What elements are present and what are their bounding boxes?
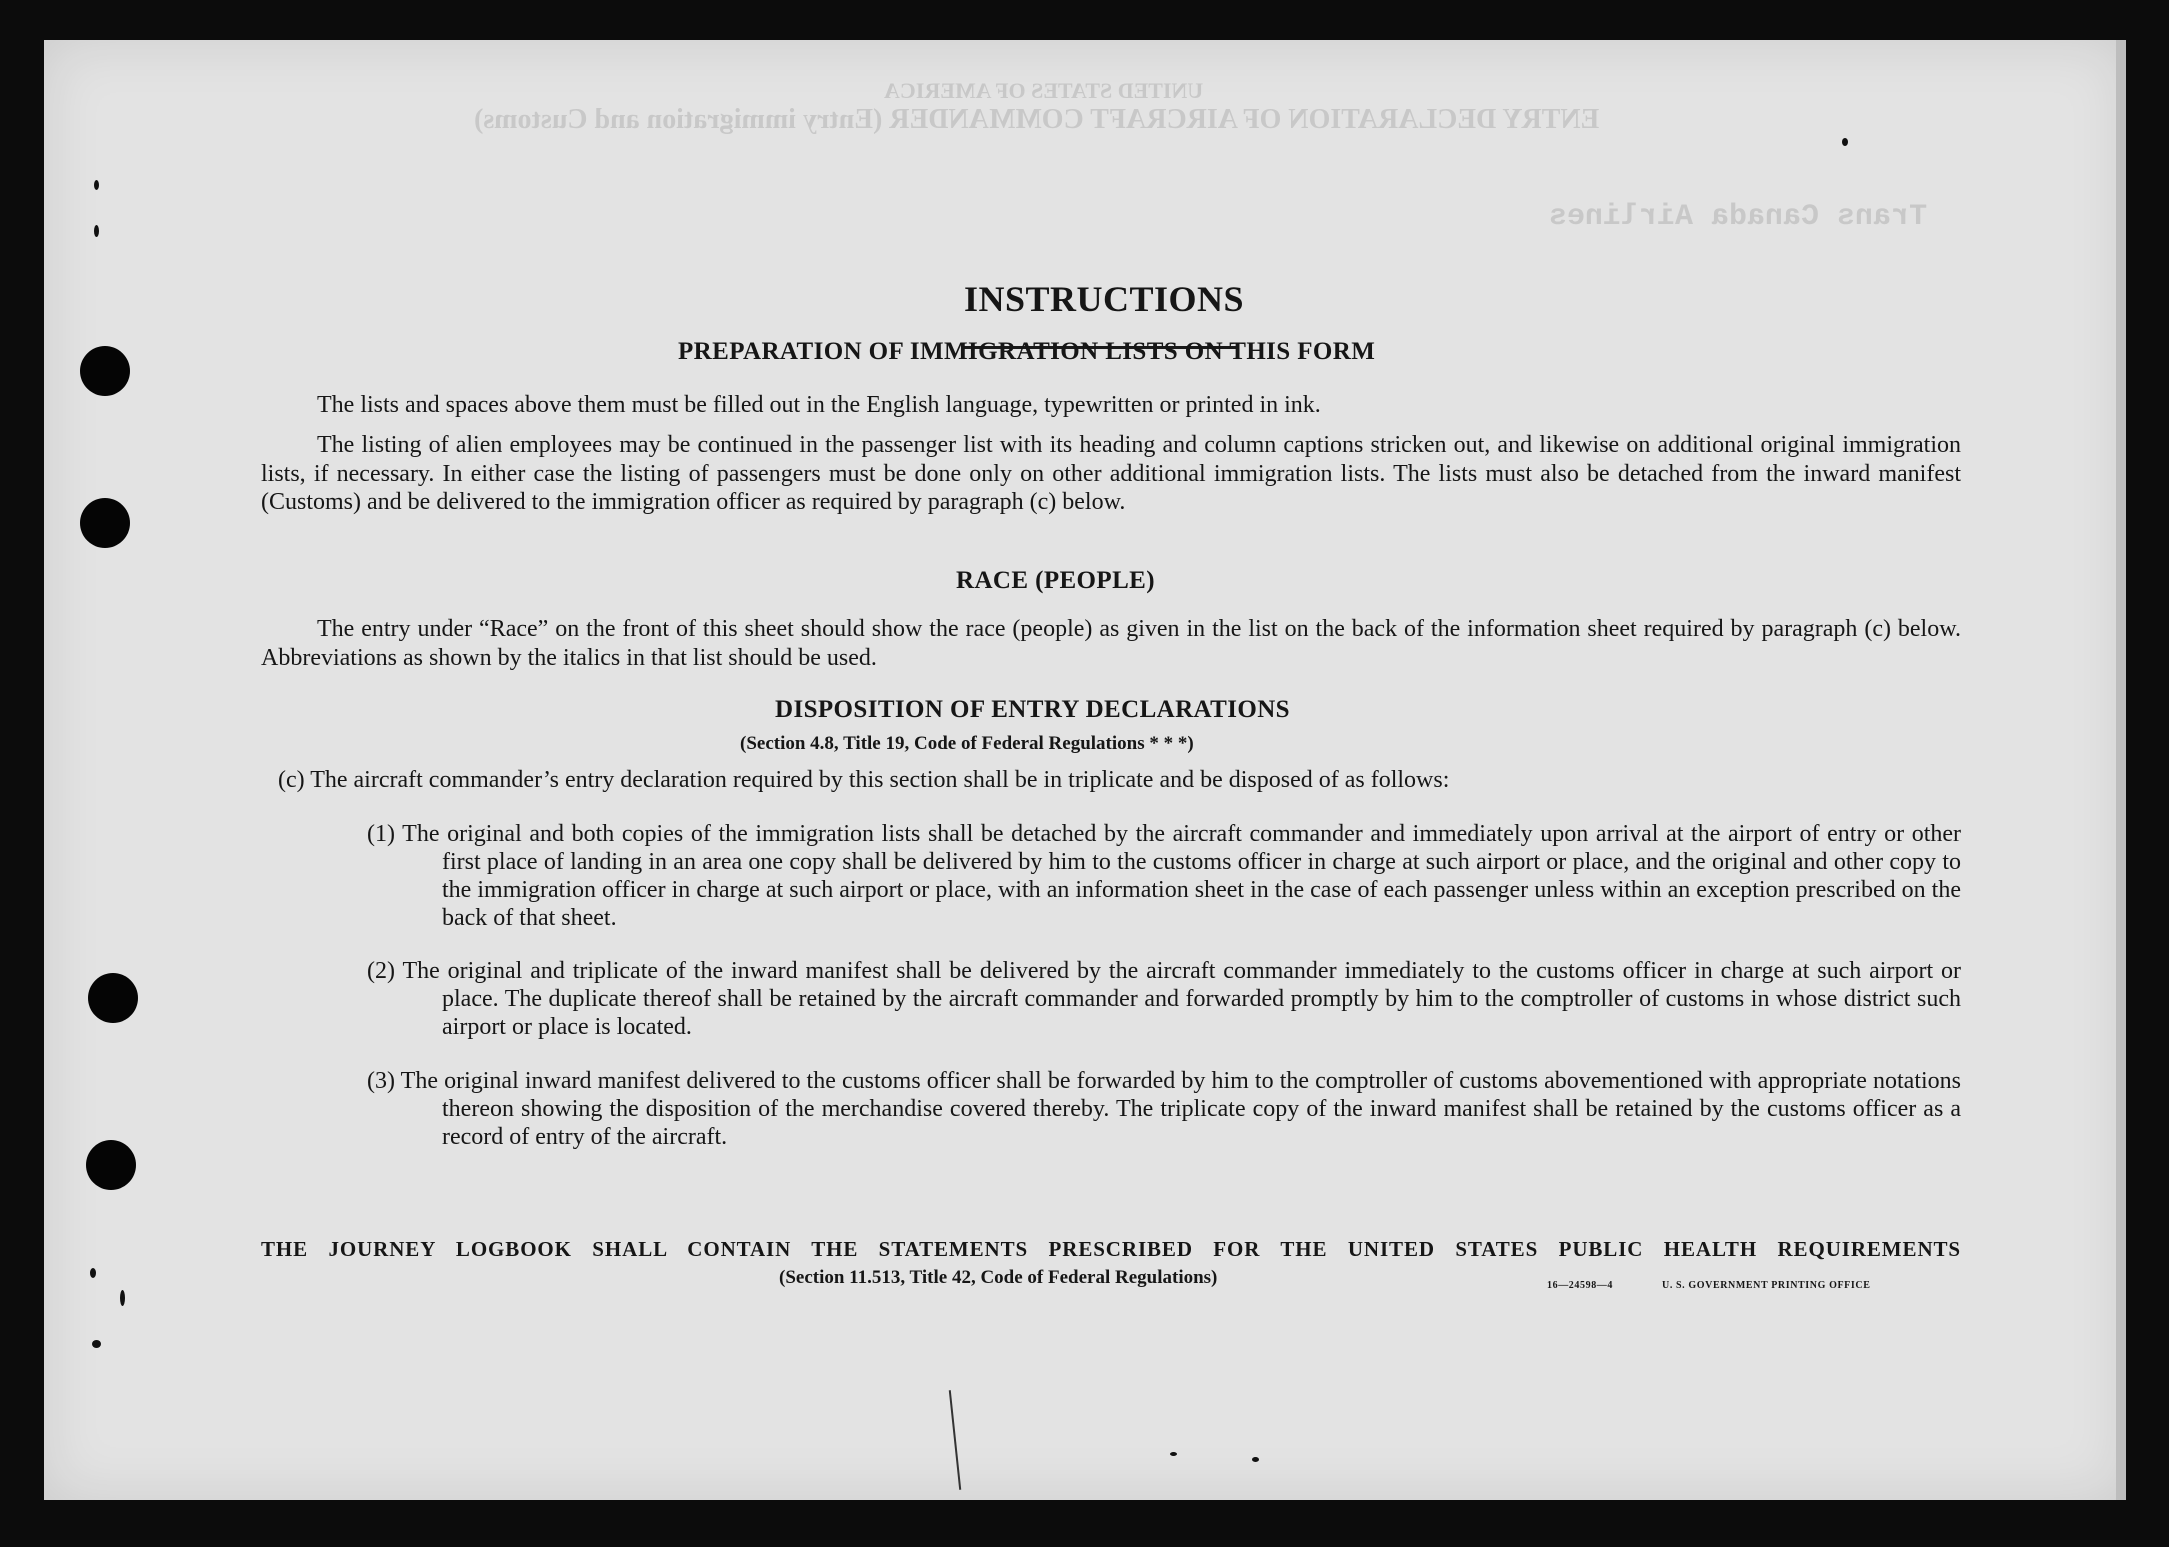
printer-imprint: U. S. GOVERNMENT PRINTING OFFICE [1662, 1280, 1871, 1291]
speck-mark [120, 1290, 125, 1306]
speck-mark [90, 1268, 96, 1278]
section-citation-title-19: (Section 4.8, Title 19, Code of Federal Regulations * * *) [740, 733, 1194, 754]
speck-mark [92, 1340, 101, 1348]
binder-hole-4 [86, 1140, 136, 1190]
binder-hole-1 [80, 346, 130, 396]
page-title: INSTRUCTIONS [964, 279, 1245, 319]
speck-mark [1170, 1452, 1177, 1456]
binder-hole-2 [80, 498, 130, 548]
binder-hole-3 [88, 973, 138, 1023]
footer-health-statement: THE JOURNEY LOGBOOK SHALL CONTAIN THE STATEMENTS PRESCRIBED FOR THE UNITED STATES PUBLIC HEALTH REQUIREMENTS [261, 1237, 1961, 1261]
bleed-through-line-2: ENTRY DECLARATION OF AIRCRAFT COMMANDER (Entry immigration and Customs) [474, 104, 1600, 135]
speck-mark [949, 1390, 961, 1490]
speck-mark [94, 225, 99, 237]
paragraph-language: The lists and spaces above them must be filled out in the English language, typewritten or printed in ink. [317, 392, 1321, 418]
list-item-2 [367, 957, 1961, 1041]
paragraph-alien-employees: The listing of alien employees may be continued in the passenger list with its heading and column captions stricken out, and likewise on additional original immigration lists, if necessary. In either case the listing of passengers must be done only on other additional immigration lists. The lists must also be detached from the inward manifest (Customs) and be delivered to the immigration officer as required by paragraph (c) below. [261, 432, 1961, 515]
speck-mark [94, 180, 99, 190]
bleed-through-line-1: UNITED STATES OF AMERICA [884, 78, 1204, 103]
list-item-text: (3) The original inward manifest delivered to the customs officer shall be forwarded by him to the comptroller of customs abovementioned with appropriate notations thereon showing the disposition of the merchandise covered thereby. The triplicate copy of the inward manifest shall be retained by the customs officer as a record of entry of the aircraft. [367, 1068, 1961, 1150]
list-item-1 [367, 820, 1961, 932]
footer-citation-title-42: (Section 11.513, Title 42, Code of Federal Regulations) [779, 1267, 1218, 1288]
section-heading-disposition: DISPOSITION OF ENTRY DECLARATIONS [775, 696, 1290, 723]
speck-mark [1252, 1457, 1259, 1462]
speck-mark [1842, 138, 1848, 146]
paragraph-c-intro: (c) The aircraft commander’s entry declaration required by this section shall be in triplicate and be disposed of as follows: [278, 767, 1450, 793]
list-item-text: (1) The original and both copies of the immigration lists shall be detached by the aircraft commander and immediately upon arrival at the airport of entry or other first place of landing in an area one copy shall be delivered by him to the customs officer in charge at such airport or place, and the original and other copy to the immigration officer in charge at such airport or place, with an information sheet in the case of each passenger unless within an exception prescribed on the back of that sheet. [367, 821, 1961, 931]
section-heading-preparation: PREPARATION OF IMMIGRATION LISTS ON THIS FORM [678, 338, 1376, 365]
list-item-3 [367, 1067, 1961, 1151]
document-sheet [44, 40, 2126, 1500]
form-number: 16—24598—4 [1547, 1280, 1613, 1291]
list-item-text: (2) The original and triplicate of the inward manifest shall be delivered by the aircraft commander immediately to the customs officer in charge at such airport or place. The duplicate thereof shall be retained by the aircraft commander and forwarded promptly by him to the comptroller of customs in whose district such airport or place is located. [367, 958, 1961, 1040]
paragraph-race: The entry under “Race” on the front of this sheet should show the race (people) as given in the list on the back of the information sheet required by paragraph (c) below. Abbreviations as shown by the italics in that list should be used. [261, 616, 1961, 671]
bleed-through-airline: Trans Canada Airlines [1549, 200, 1928, 234]
section-heading-race: RACE (PEOPLE) [956, 567, 1155, 594]
